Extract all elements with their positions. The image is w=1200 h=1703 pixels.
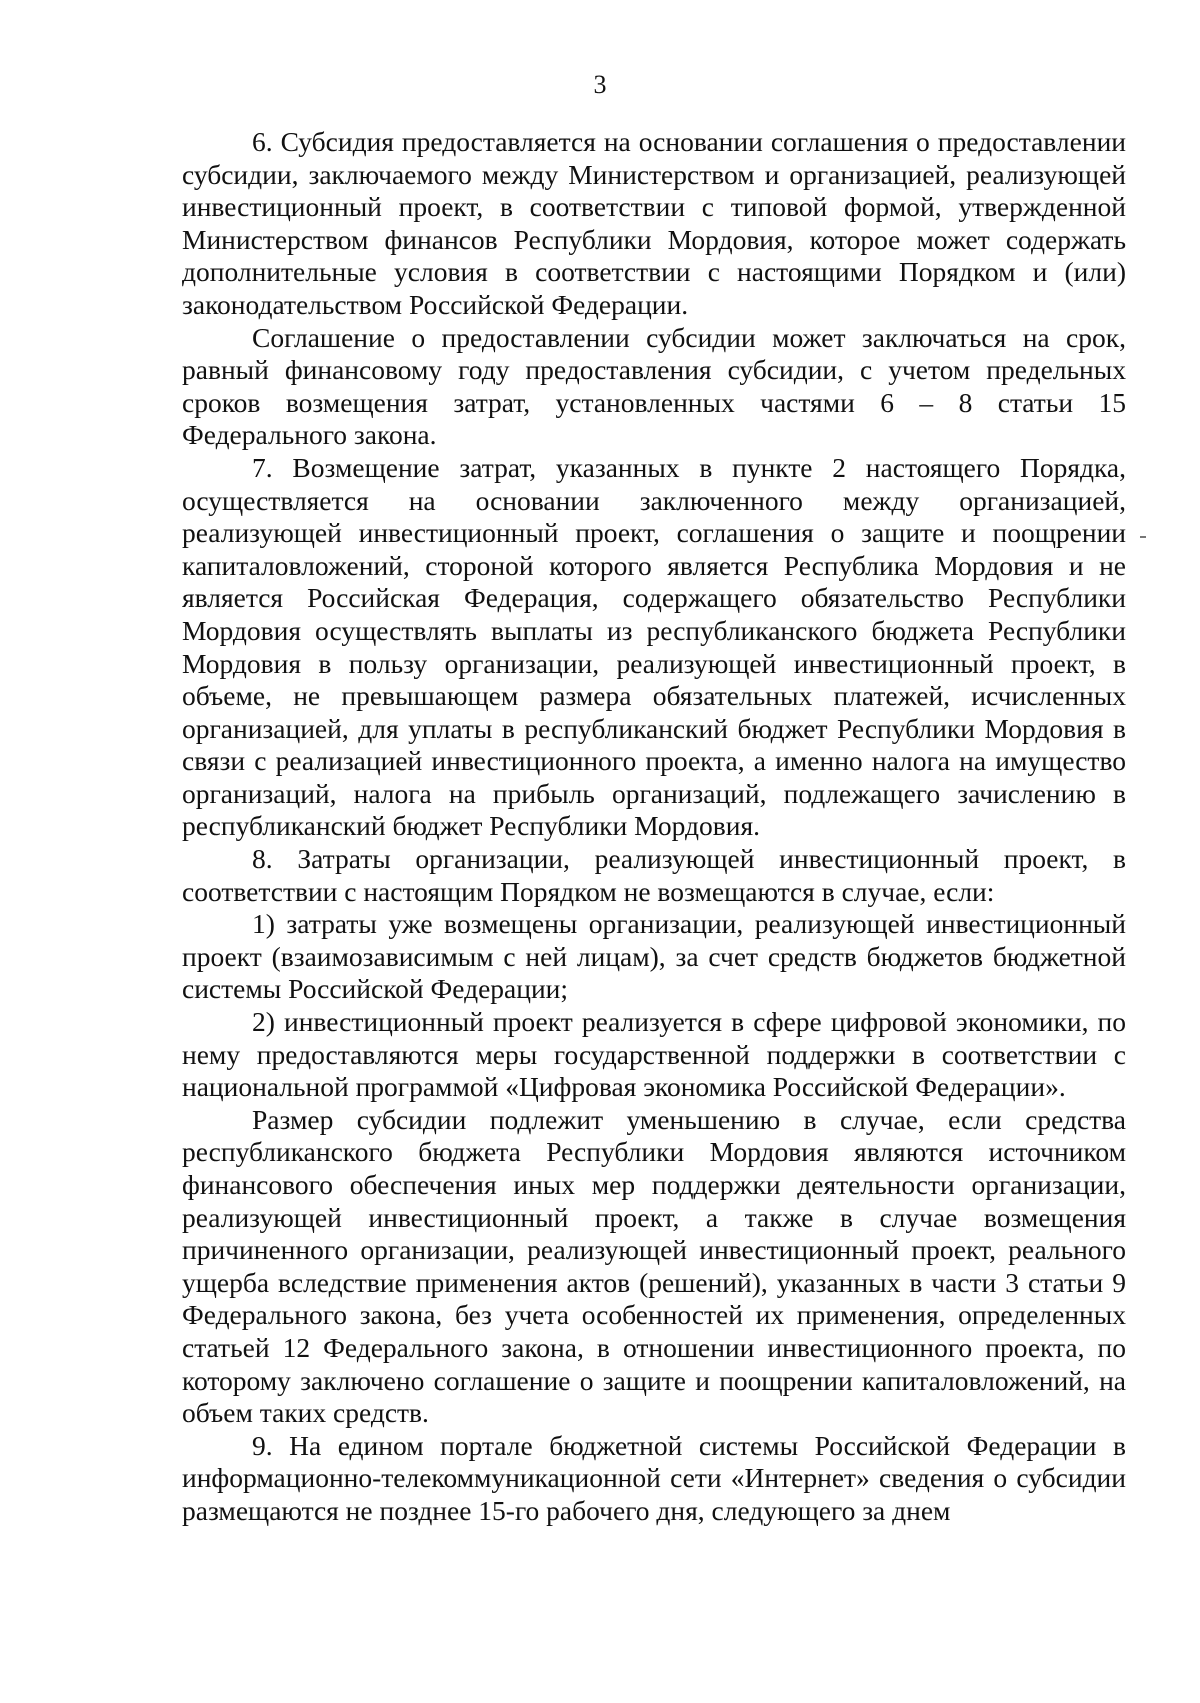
paragraph-subsidy-reduction: Размер субсидии подлежит уменьшению в случае, если средства республиканского бюджета Республики Мордовия являются источником финансового обеспечения иных мер поддержки деятельности организации, реализующей инвестиционный проект, а также в случае возмещения причиненного организации, реализующей инвестиционный проект, реального ущерба вследствие применения актов (решений), указанных в части 3 статьи 9 Федерального закона, без учета особенностей их применения, определенных статьей 12 Федерального закона, в отношении инвестиционного проекта, по которому заключено соглашение о защите и поощрении капиталовложений, на объем таких средств. <box>182 1103 1126 1429</box>
paragraph-8: 8. Затраты организации, реализующей инвестиционный проект, в соответствии с настоящим Порядком не возмещаются в случае, если: <box>182 843 1126 907</box>
paragraph-7: 7. Возмещение затрат, указанных в пункте 2 настоящего Порядка, осуществляется на основании заключенного между организацией, реализующей инвестиционный проект, соглашения о защите и поощрении капиталовложений, стороной которого является Республика Мордовия и не является Российская Федерация, содержащего обязательство Республики Мордовия осуществлять выплаты из республиканского бюджета Республики Мордовия в пользу организации, реализующей инвестиционный проект, в объеме, не превышающем размера обязательных платежей, исчисленных организацией, для уплаты в республиканский бюджет Республики Мордовия в связи с реализацией инвестиционного проекта, а именно налога на имущество организаций, налога на прибыль организаций, подлежащего зачислению в республиканский бюджет Республики Мордовия. <box>182 451 1126 842</box>
paragraph-agreement-term: Соглашение о предоставлении субсидии может заключаться на срок, равный финансовому году предоставления субсидии, с учетом предельных сроков возмещения затрат, установленных частями 6 – 8 статьи 15 Федерального закона. <box>182 321 1126 451</box>
paragraph-6: 6. Субсидия предоставляется на основании соглашения о предоставлении субсидии, заключаемого между Министерством и организацией, реализующей инвестиционный проект, в соответствии с типовой формой, утвержденной Министерством финансов Республики Мордовия, которое может содержать дополнительные условия в соответствии с настоящими Порядком и (или) законодательством Российской Федерации. <box>182 126 1126 320</box>
scan-mark <box>1140 536 1146 538</box>
document-body <box>182 126 1126 1528</box>
paragraph-8-item-2: 2) инвестиционный проект реализуется в сфере цифровой экономики, по нему предоставляются меры государственной поддержки в соответствии с национальной программой «Цифровая экономика Российской Федерации». <box>182 1006 1126 1103</box>
paragraph-8-item-1: 1) затраты уже возмещены организации, реализующей инвестиционный проект (взаимозависимым с ней лицам), за счет средств бюджетов бюджетной системы Российской Федерации; <box>182 908 1126 1005</box>
paragraph-9: 9. На едином портале бюджетной системы Российской Федерации в информационно-телекоммуникационной сети «Интернет» сведения о субсидии размещаются не позднее 15-го рабочего дня, следующего за днем <box>182 1429 1126 1526</box>
page-number: 3 <box>593 70 607 99</box>
